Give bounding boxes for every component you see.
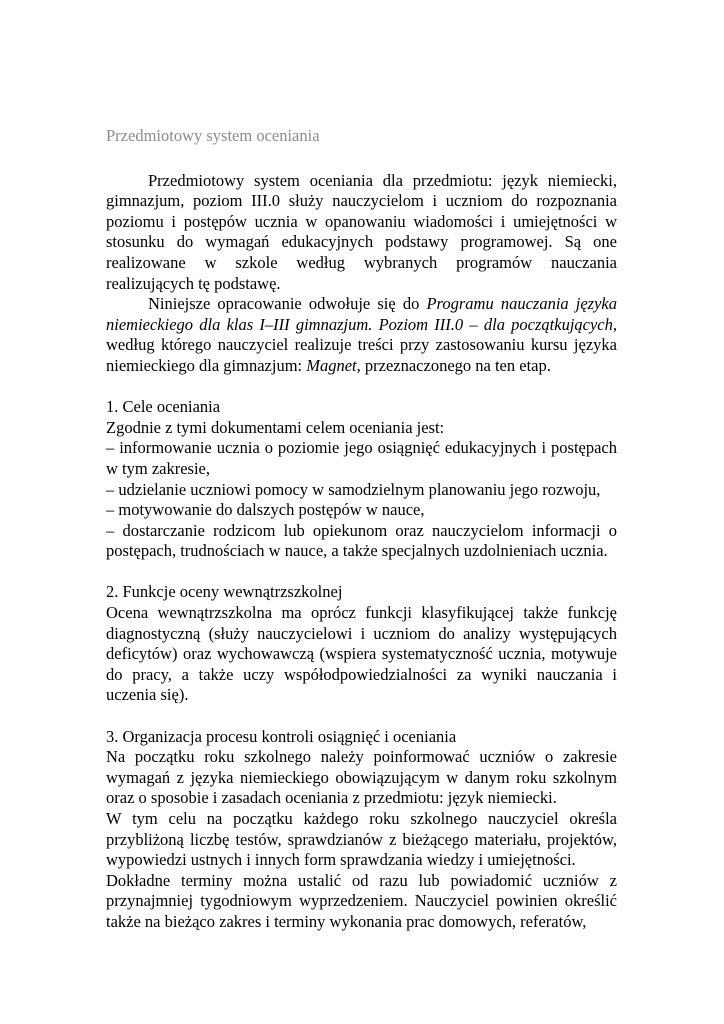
list-item: – dostarczanie rodzicom lub opiekunom oraz nauczycielom informacji o postępach, trudnościach w nauce, a także specjalnych uzdolnieniach ucznia. bbox=[106, 520, 617, 561]
section-body: Ocena wewnątrzszkolna ma oprócz funkcji klasyfikującej także funkcję diagnostyczną (służy nauczycielowi i uczniom do analizy występujących deficytów) oraz wychowawczą (wspiera systematyczność ucznia, motywuje do pracy, a także uczy współodpowiedzialności za wyniki nauczania i uczenia się). bbox=[106, 603, 617, 705]
list-item: – informowanie ucznia o poziomie jego osiągnięć edukacyjnych i postępach w tym zakresie, bbox=[106, 438, 617, 478]
section-functions bbox=[106, 582, 617, 706]
intro-paragraph-2 bbox=[106, 294, 617, 376]
program-title: Programu nauczania języka niemieckiego dla klas I–III gimnazjum. Poziom III.0 – dla początkujących bbox=[106, 294, 617, 334]
section-heading: 1. Cele oceniania bbox=[106, 397, 221, 417]
section-organization bbox=[106, 727, 617, 933]
list-item: – motywowanie do dalszych postępów w nauce, bbox=[106, 500, 425, 520]
section-paragraph: W tym celu na początku każdego roku szkolnego nauczyciel określa przybliżoną liczbę testów, sprawdzianów z bieżącego materiału, projektów, wypowiedzi ustnych i innych form sprawdzania wiedzy i umiejętności. bbox=[106, 809, 617, 870]
intro-paragraph-2-end: , przeznaczonego na ten etap. bbox=[356, 355, 551, 375]
document-title: Przedmiotowy system oceniania bbox=[106, 126, 320, 145]
section-lead: Zgodnie z tymi dokumentami celem oceniania jest: bbox=[106, 417, 445, 437]
intro-paragraph-2-middle: , według którego nauczyciel realizuje treści przy zastosowaniu kursu języka niemieckiego dla gimnazjum: bbox=[106, 314, 617, 375]
intro-paragraph-2-start: Niniejsze opracowanie odwołuje się do bbox=[148, 294, 427, 314]
section-paragraph: Dokładne terminy można ustalić od razu lub powiadomić uczniów z przynajmniej tygodniowym wyprzedzeniem. Nauczyciel powinien określić także na bieżąco zakres i terminy wykonania prac domowych, referatów, bbox=[106, 870, 617, 931]
list-item: – udzielanie uczniowi pomocy w samodzielnym planowaniu jego rozwoju, bbox=[106, 479, 601, 499]
course-name: Magnet bbox=[306, 355, 357, 375]
section-paragraph: Na początku roku szkolnego należy poinformować uczniów o zakresie wymagań z języka niemieckiego obowiązującym w danym roku szkolnym oraz o sposobie i zasadach oceniania z przedmiotu: język niemiecki. bbox=[106, 747, 617, 808]
goals-list bbox=[106, 438, 617, 562]
section-heading: 3. Organizacja procesu kontroli osiągnięć i oceniania bbox=[106, 726, 457, 746]
document-page bbox=[106, 126, 617, 933]
section-goals bbox=[106, 397, 617, 562]
intro-paragraph-1: Przedmiotowy system oceniania dla przedmiotu: język niemiecki, gimnazjum, poziom III.0 służy nauczycielom i uczniom do rozpoznania poziomu i postępów ucznia w opanowaniu wiadomości i umiejętności w stosunku do wymagań edukacyjnych podstawy programowej. Są one realizowane w szkole według wybranych programów nauczania realizujących tę podstawę. bbox=[106, 170, 617, 293]
section-heading: 2. Funkcje oceny wewnątrzszkolnej bbox=[106, 582, 343, 602]
